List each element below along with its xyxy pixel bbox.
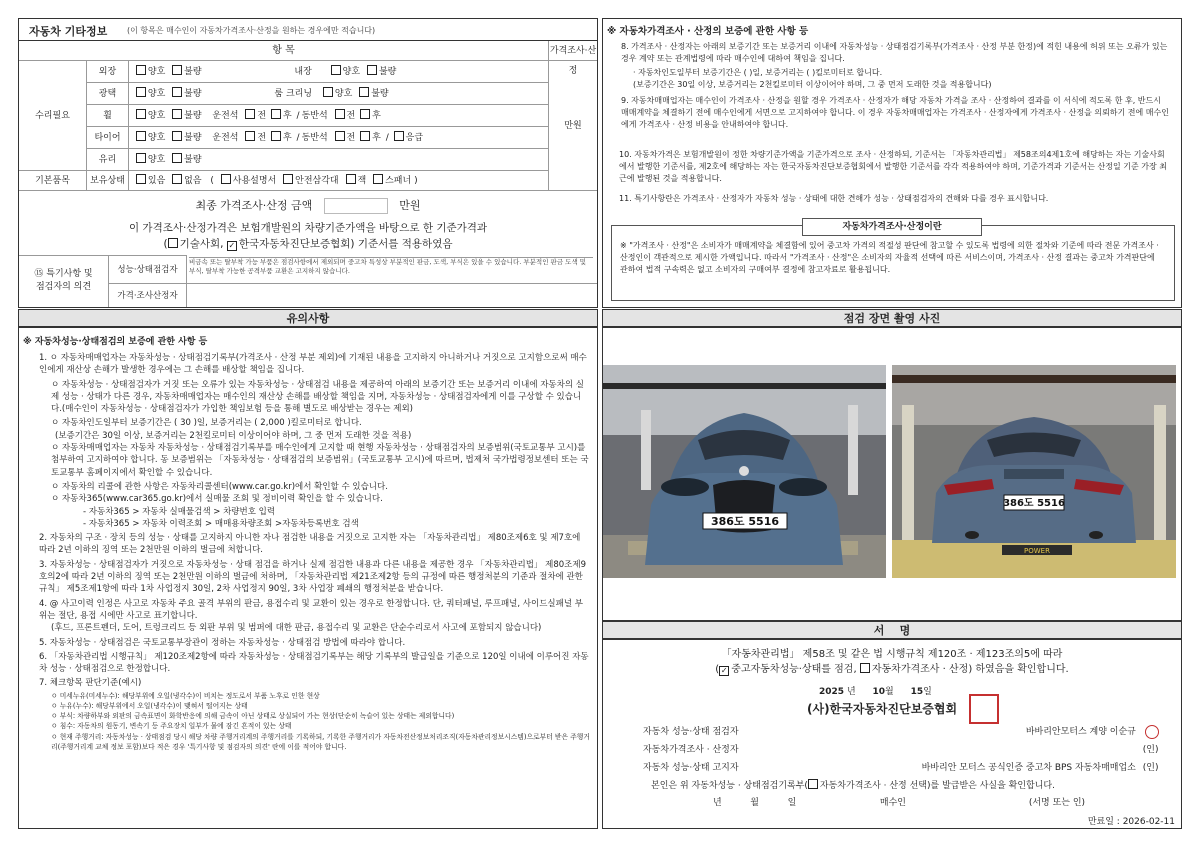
row-own-state: 보유상태 있음 없음 ( 사용설명서 안전삼각대 잭 스패너 ) [87,171,549,191]
final-amount-row [19,195,597,217]
glass-bad-checkbox[interactable]: 불량 [172,155,201,165]
section-title-row [19,19,597,41]
notice-item: (후드, 프론트펜더, 도어, 트렁크리드 등 외판 부위 및 범퍼에 대한 판금, 용접수리 및 교환은 단순수리로서 사고에 포함되지 않습니다) [51,623,542,634]
row-glass: 유리 양호 불량 [87,149,549,171]
expiry-date: 만료일 : 2026-02-11 [1087,817,1175,827]
receive-price-checkbox[interactable] [808,779,818,789]
front-plate-text: 386도 5516 [710,515,780,528]
para-10: 10. 자동차가격은 보험개발원이 정한 차량기준가액을 기준가격으로 조사 · 산정하되, 기준서는 「자동차관리법」 제58조의4제1호에 해당하는 자는 기술사회에서 발행한 기준서를, 제2호에 해당하는 자는 한국자동차진단보증협회에서 발행한 기준서를 각각 적용하여야 하며, 기준가격과 기준서는 산정일 기준 가장 최근에 발행된 것을 적용합니다. [619,150,1167,183]
manual-checkbox[interactable]: 사용설명서 [221,176,276,186]
wheel-driver-rear-checkbox[interactable]: 후 [271,111,292,121]
sign-line-1: 「자동차관리법」 제58조 및 같은 법 시행규칙 제120조 · 제123조의5에 따라 [721,649,1063,660]
group-repair-label: 수리필요 [19,61,87,171]
sign-date: 2025 년 10월 15일 [819,687,932,697]
notice-title: ※ 자동차성능·상태점검의 보증에 관한 사항 등 [23,337,208,347]
notice-item: - 자동차365 > 자동차 실매물검색 > 차량번호 입력 [83,506,276,517]
definition-box [611,222,1175,301]
tire-passenger-front-checkbox[interactable]: 전 [335,133,356,143]
exterior-good-checkbox[interactable]: 양호 [136,67,165,77]
wheel-driver-front-checkbox[interactable]: 전 [245,111,266,121]
group-basic-label: 기본품목 [19,171,87,191]
notice-header: 유의사항 [18,309,598,327]
lift-brand-text: POWER [1024,547,1050,555]
jack-checkbox[interactable]: 잭 [346,176,367,186]
section-note: (이 항목은 매수인이 자동차가격조사·산정을 원하는 경우에만 적습니다) [127,26,376,35]
buyer-row: 년 월 일 매수인 (서명 또는 인) [713,798,1086,808]
spanner-checkbox[interactable]: 스패너 [373,176,411,186]
tire-good-checkbox[interactable]: 양호 [136,133,165,143]
notice-item: 2. 자동차의 구조 · 장치 등의 성능 · 상태를 고지하지 아니한 자나 점검한 내용을 거짓으로 고지한 자는 「자동차관리법」 제80조제6호 및 제7호에 따라 2년 이하의 징역 또는 2천만원 이하의 벌금에 처합니다. [39,533,581,556]
row-tire: 타이어 양호 불량 운전석 전 후 / 동반석 전 후 / 응급 [87,127,549,149]
room-clean-bad-checkbox[interactable]: 불량 [359,89,388,99]
para-9: 9. 자동차매매업자는 매수인이 가격조사 · 산정을 원할 경우 가격조사 · 산정자가 해당 자동차 가격을 조사 · 산정하여 결과를 이 서식에 적도록 한 후, 반드시 매매계약을 체결하기 전에 매수인에게 서면으로 고지하여야 합니다. 이 경우 자동차매매업자는 가격조사 · 산정자에게 가격조사 · 산정을 의뢰하기 전에 매수인에게 가격조사 · 산정 비용을 안내하여야 합니다. [621,96,1169,129]
tire-bad-checkbox[interactable]: 불량 [172,133,201,143]
sign-section [602,639,1182,829]
sign-row: 자동차 성능·상태 고지자 바바리안 모터스 공식인증 중고차 BPS 자동차매매업소 (인) [643,763,1159,773]
notice-item: ㅇ 자동차의 리콜에 관한 사항은 자동차리콜센터(www.car.go.kr)에서 확인할 수 있습니다. [51,481,388,492]
front-car-photo [603,365,886,578]
basis-line-2: ( 기술사회, ✓ 한국자동차진단보증협회) 기준서를 적용하였음 [163,238,453,250]
criteria-item: ㅇ 현재 주행거리: 자동차성능 · 상태점검 당시 해당 차량 주행거리계의 주행거리를 기록하되, 기록한 주행거리가 자동차전산정보처리조직(자동차관리정보시스템)으로부터 받은 주행거리(주행거리계 교체 정보 포함)보다 적은 경우 '특기사항 및 점검자의 의견' 란에 이를 적어야 합니다. [51,732,590,751]
triangle-checkbox[interactable]: 안전삼각대 [283,176,338,186]
interior-bad-checkbox[interactable]: 불량 [367,67,396,77]
notice-list [39,352,591,752]
glass-good-checkbox[interactable]: 양호 [136,155,165,165]
sign-price-checkbox[interactable] [860,663,870,673]
notice-item: 5. 자동차성능 · 상태점검은 국토교통부장관이 정하는 자동차성능 · 상태점검 방법에 따라야 합니다. [39,637,406,648]
price-guarantee-title: ※ 자동차가격조사 · 산정의 보증에 관한 사항 등 [607,26,809,37]
tire-passenger-rear-checkbox[interactable]: 후 [360,133,381,143]
own-none-checkbox[interactable]: 없음 [172,176,201,186]
criteria-item: ㅇ 누유(누수): 해당부위에서 오일(냉각수)이 맺혀서 떨어지는 상태 [51,701,248,710]
perf-inspector-label: 성능·상태점검자 [109,255,187,283]
gloss-bad-checkbox[interactable]: 불량 [172,89,201,99]
notice-item: 6. 「자동차관리법 시행규칙」 제120조제2항에 따라 자동차성능 · 상태점검기록부는 해당 기록부의 발급일을 기준으로 120일 이내에 이루어진 자동차 성능 · 상태점검으로 한정합니다. [39,651,589,675]
buyer-sign-field[interactable]: (서명 또는 인) [1028,798,1086,808]
row-exterior: 외장 양호 불량 내장 양호 불량 [87,61,549,83]
price-inspector-label: 가격·조사산정자 [109,283,187,307]
notice-item: 3. 자동차성능 · 상태점검자가 거짓으로 자동차성능 · 상태 점검을 하거나 실제 점검한 내용과 다른 내용을 제공한 경우 「자동차관리법」 제80조제9호의2에 따라 2년 이하의 징역 또는 2천만원 이하의 벌금에 처하며, 「자동차관리법 제21조제2항 등의 규정에 따른 행정처분의 기준과 절차에 관한 규칙」 제5조제1항에 따라 1차 사업정지 30일, 2차 사업정지 90일, 3차 사업장 폐쇄의 행정처분을 받습니다. [39,559,586,595]
para-8: 8. 가격조사 · 산정자는 아래의 보증기간 또는 보증거리 이내에 자동차성능 · 상태점검기록부(가격조사 · 산정 부분 한정)에 적힌 내용에 허위 또는 오류가 있는 경우 계약 또는 관계법령에 따라 매수인에 대하여 책임을 집니다. [621,42,1168,63]
price-man-won: 만원 [549,61,597,191]
notice-item: (보증기간은 30일 이상, 보증거리는 2천킬로미터 이상이어야 하며, 그 중 먼저 도래한 것을 적용) [55,430,412,441]
notice-item: 1. ㅇ 자동차매매업자는 자동차성능 · 상태점검기록부(가격조사 · 산정 부분 제외)에 기재된 내용을 고지하지 아니하거나 거짓으로 고지함으로써 매수인에게 재산상 손해가 발생한 경우에는 그 손해를 배상할 책임을 집니다. [39,353,587,376]
criteria-item: ㅇ 미세누유(미세누수): 해당부위에 오일(냉각수)이 비치는 정도로서 부품 노후로 인한 현상 [51,691,320,700]
row-gloss: 광택 양호 불량 룸 크리닝 양호 불량 [87,83,549,105]
section-title: 자동차 기타정보 [29,25,108,38]
final-amount-label: 최종 가격조사·산정 금액 [195,199,313,212]
notice-item: - 자동차365 > 자동차 이력조회 > 매매용차량조회 >자동차등록번호 검색 [83,518,359,529]
basis-line-1: 이 가격조사·산정가격은 보험개발원의 차량기준가액을 바탕으로 한 기준가격과 [128,222,488,234]
exterior-bad-checkbox[interactable]: 불량 [172,67,201,77]
wheel-passenger-rear-checkbox[interactable]: 후 [360,111,381,121]
basis-assoc-checkbox[interactable]: ✓ [228,241,236,250]
sign-line-2: ( ✓ 중고자동차성능·상태를 점검, 자동차가격조사 · 산정) 하였음을 확인합니다. [715,664,1069,675]
final-amount-input[interactable] [324,198,388,214]
sign-row: 자동차가격조사 · 산정자 (인) [643,745,1159,755]
definition-text: ※ "가격조사 · 산정"은 소비자가 매매계약을 체결함에 있어 중고차 가격의 적절성 판단에 참고할 수 있도록 법령에 의한 절차와 기준에 따라 전문 가격조사 · 산정인이 객관적으로 제시한 가액입니다. 따라서 "가격조사 · 산정"은 소비자의 자율적 선택에 따른 서비스이며, 가격조사 · 산정 결과는 중고차 가격판단에 관하여 법적 구속력은 없고 소비자의 구매여부 결정에 참고자료로 활용됩니다. [620,241,1159,274]
notice-section [18,327,598,829]
criteria-list [39,691,591,752]
tire-driver-front-checkbox[interactable]: 전 [245,133,266,143]
association-seal [969,694,999,724]
notice-item: ㅇ 자동차인도일부터 보증기간은 ( 30 )일, 보증거리는 ( 2,000 )킬로미터로 합니다. [51,418,362,429]
notice-item: ㅇ 자동차성능 · 상태점검자가 거짓 또는 오류가 있는 자동차성능 · 상태점검 내용을 제공하여 아래의 보증기간 또는 보증거리 이내에 자동차의 실제 성능 · 상태가 다른 경우, 자동차매매업자는 매수인의 재산상 손해를 배상할 책임을 지며, 자동차성능 · 상태점검자에게 이를 구상할 수 있습니다.(매수인이 자동차성능 · 상태점검자가 가입한 책임보험 등을 통해 별도로 배상받는 경우는 제외) [51,379,584,415]
price-inspector-text [187,283,597,307]
photos-header: 점검 장면 촬영 사진 [602,309,1182,327]
tire-driver-rear-checkbox[interactable]: 후 [271,133,292,143]
final-amount-unit: 만원 [399,199,421,212]
interior-good-checkbox[interactable]: 양호 [331,67,360,77]
sign-row: 자동차 성능·상태 점검자 바바리안모터스 계양 이순규 [643,724,1173,739]
vehicle-other-info-section [18,18,598,308]
basis-tech-checkbox[interactable] [168,238,178,248]
room-clean-good-checkbox[interactable]: 양호 [323,89,352,99]
notice-item: 4. @ 사고이력 인정은 사고로 자동차 주요 골격 부위의 판금, 용접수리 및 교환이 있는 경우로 한정합니다. 단, 쿼터패널, 루프패널, 사이드실패널 부위는 절단, 용접 시에만 사고로 표기합니다. [39,598,583,621]
criteria-item: ㅇ 침수: 자동차의 원동기, 변속기 등 주요장치 일부가 물에 잠긴 흔적이 있는 상태 [51,722,292,731]
notice-item: ㅇ 자동차365(www.car365.go.kr)에서 실매물 조회 및 정비이력 확인을 할 수 있습니다. [51,494,383,505]
wheel-passenger-front-checkbox[interactable]: 전 [335,111,356,121]
para-8-sub2: (보증기간은 30일 이상, 보증거리는 2천킬로미터 이상이어야 하며, 그 중 먼저 도래한 것을 적용합니다) [633,80,992,89]
rear-car-photo [892,365,1176,578]
notice-item: 7. 체크항목 판단기준(예시) [39,678,142,689]
criteria-item: ㅇ 부식: 차량하부와 외판의 금속표면이 화학반응에 의해 금속이 아닌 상태로 상실되어 가는 현상(단순히 녹슬어 있는 상태는 제외합니다) [51,712,455,721]
sign-header: 서 명 [602,621,1182,639]
notice-item: ㅇ 자동차매매업자는 자동차 자동차성능 · 상태점검기록부를 매수인에게 고지할 때 현행 자동차성능 · 상태점검자의 보증범위(국토교통부 고시)를 첨부하여 고지하여야 합니다. 동 보증범위는 「자동차성능 · 상태점검의 보증범위」(국토교통부 고시)에 따르며, 법제처 국가법령정보센터 또는 국토교통부 홈페이지에서 확인할 수 있습니다. [51,443,589,478]
definition-title: 자동차가격조사·산정이란 [802,218,982,236]
inspector-seal [1145,725,1159,739]
col-header-item: 항 목 [19,41,549,61]
tire-emergency-checkbox[interactable]: 응급 [394,133,423,143]
gloss-good-checkbox[interactable]: 양호 [136,89,165,99]
sign-org: (사)한국자동차진단보증협회 [807,702,958,716]
row-wheel: 휠 양호 불량 운전석 전 후 / 동반석 전 후 [87,105,549,127]
own-have-checkbox[interactable]: 있음 [136,176,165,186]
perf-inspector-text: 비금속 또는 탈부착 가능 부품은 점검사항에서 제외되며 중고차 특성상 부분적인 판금, 도색, 부식은 있을 수 있습니다. 부분적인 판금 도색 및 부식, 탈부착 가능한 공격부품 교환은 고지하지 않습니다. [189,257,593,283]
para-8-sub1: · 자동차인도일부터 보증기간은 ( )일, 보증거리는 ( )킬로미터로 합니다. [633,68,883,77]
price-guarantee-section [602,18,1182,308]
receive-confirm: 본인은 위 자동차성능 · 상태점검기록부( 자동차가격조사 · 산정 선택)를 발급받은 사실을 확인합니다. [651,781,1055,791]
col-header-price: 가격조사·산정 [549,41,597,61]
para-11: 11. 특기사항란은 가격조사 · 산정자가 자동차 성능 · 상태에 대한 견해가 성능 · 상태점검자의 견해와 다를 경우 표시합니다. [619,194,1049,203]
special-notes-label: ⑮ 특기사항 및 점검자의 의견 [19,255,109,307]
rear-plate-text: 386도 5516 [1003,498,1065,509]
wheel-good-checkbox[interactable]: 양호 [136,111,165,121]
sign-perf-checkbox[interactable]: ✓ [720,666,728,675]
wheel-bad-checkbox[interactable]: 불량 [172,111,201,121]
